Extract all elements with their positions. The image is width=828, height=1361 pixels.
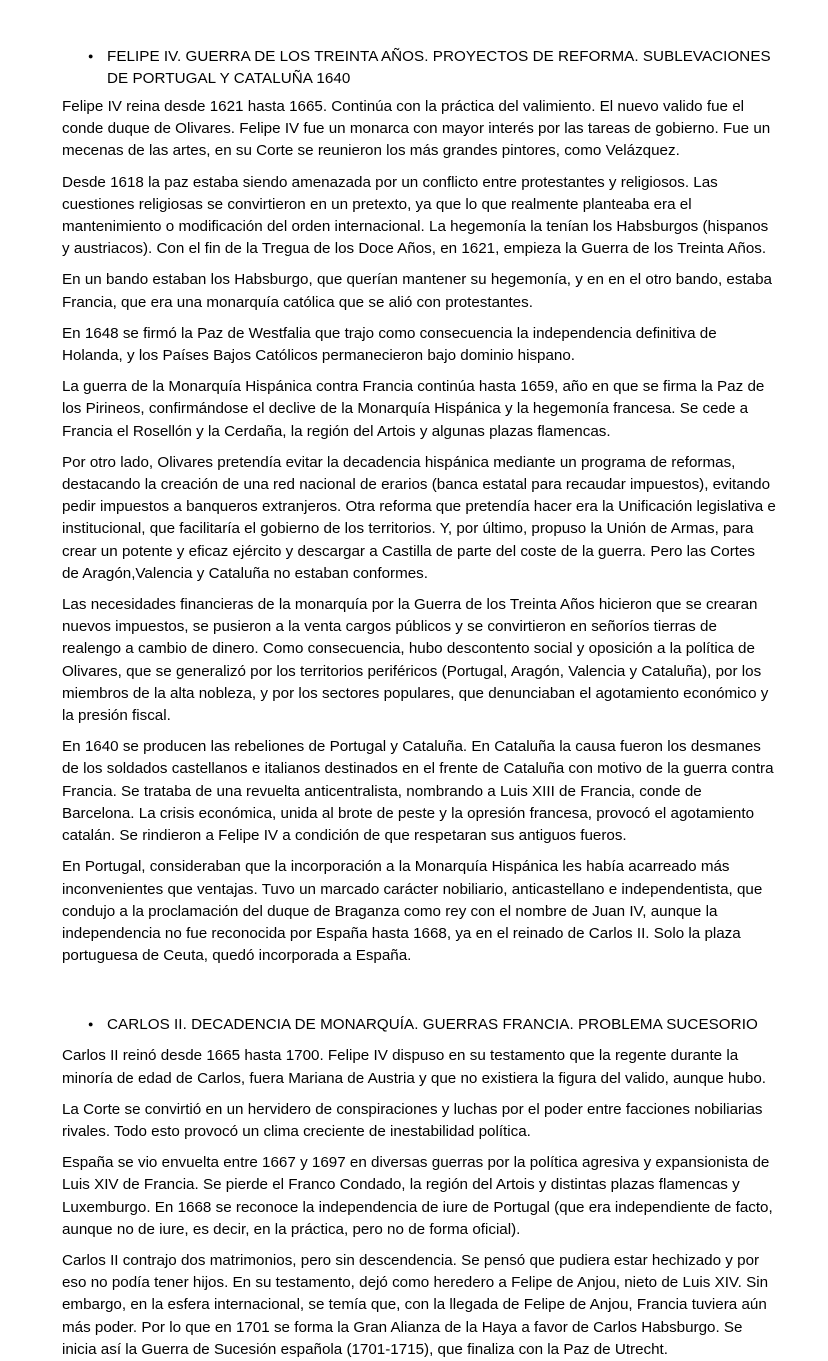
section-spacer [62,976,776,1014]
bullet-point-icon [88,46,107,69]
paragraph: Desde 1618 la paz estaba siendo amenazada por un conflicto entre protestantes y religiosos. Las cuestiones religiosas se convirtieron en un pretexto, ya que lo que realmente planteaba era el mantenimiento o modificación del orden internacional. La hegemonía la tenían los Habsburgos (hispanos y austriacos). Con el fin de la Tregua de los Doce Años, en 1621, empieza la Guerra de los Treinta Años. [62,173,769,258]
paragraph: Carlos II reinó desde 1665 hasta 1700. Felipe IV dispuso en su testamento que la regente durante la minoría de edad de Carlos, fuera Mariana de Austria y que no existiera la figura del valido, aunque hubo. [62,1047,766,1087]
paragraph: Por otro lado, Olivares pretendía evitar la decadencia hispánica mediante un programa de reformas, destacando la creación de una red nacional de erarios (banca estatal para recaudar impuestos), evitando pedir impuestos a banqueros extranjeros. Otra reforma que pretendía hacer era la Unificación legislativa e institucional, que facilitaría el gobierno de los territorios. Y, por último, propuso la Unión de Armas, para crear un potente y eficaz ejército y descargar a Castilla de parte del coste de la guerra. Pero las Cortes de Aragón,Valencia y Cataluña no estaban conformes. [62,453,776,582]
paragraph: En 1640 se producen las rebeliones de Portugal y Cataluña. En Cataluña la causa fueron los desmanes de los soldados castellanos e italianos destinados en el frente de Cataluña con motivo de la guerra contra Francia. Se trataba de una revuelta anticentralista, nombrando a Luis XIII de Francia, conde de Barcelona. La crisis económica, unida al brote de peste y la opresión francesa, provocó el agotamiento catalán. Se rindieron a Felipe IV a condición de que respetaran sus antiguos fueros. [62,738,774,845]
paragraph: En 1648 se firmó la Paz de Westfalia que trajo como consecuencia la independencia definitiva de Holanda, y los Países Bajos Católicos permanecieron bajo dominio hispano. [62,324,717,365]
paragraph: Felipe IV reina desde 1621 hasta 1665. Continúa con la práctica del valimiento. El nuevo valido fue el conde duque de Olivares. Felipe IV fue un monarca con mayor interés por las tareas de gobierno. Fue un mecenas de las artes, en su Corte se reunieron los más grandes pintores, como Velázquez. [62,98,771,160]
bullet-point-icon [88,1014,107,1037]
paragraph: En Portugal, consideraban que la incorporación a la Monarquía Hispánica les había acarreado más inconvenientes que ventajas. Tuvo un marcado carácter nobiliario, anticastellano e independentista, que condujo a la proclamación del duque de Braganza como rey con el nombre de Juan IV, aunque la independencia no fue reconocida por España hasta 1668, ya en el reinado de Carlos II. Solo la plaza portuguesa de Ceuta, quedó incorporada a España. [62,858,763,965]
section-heading-felipe-iv [62,46,776,90]
paragraph: La Corte se convirtió en un hervidero de conspiraciones y luchas por el poder entre facciones nobiliarias rivales. Todo esto provocó un clima creciente de inestabilidad política. [62,1100,763,1140]
paragraph: Carlos II contrajo dos matrimonios, pero sin descendencia. Se pensó que pudiera estar hechizado y por eso no podía tener hijos. En su testamento, dejó como heredero a Felipe de Anjou, nieto de Luis XIV. Sin embargo, en la esfera internacional, se temía que, con la llegada de Felipe de Anjou, Francia tuviera aún más poder. Por lo que en 1701 se forma la Gran Alianza de la Haya a favor de Carlos Habsburgo. Se inicia así la Guerra de Sucesión española (1701-1715), que finaliza con la Paz de Utrecht. [62,1251,769,1358]
paragraph: En un bando estaban los Habsburgo, que querían mantener su hegemonía, y en en el otro bando, estaba Francia, que era una monarquía católica que se alió con protestantes. [62,271,772,311]
document-body [62,46,776,1361]
paragraph: La guerra de la Monarquía Hispánica contra Francia continúa hasta 1659, año en que se firma la Paz de los Pirineos, confirmándose el declive de la Monarquía Hispánica y la hegemonía francesa. Se cede a Francia el Rosellón y la Cerdaña, la región del Artois y algunas plazas flamencas. [62,378,765,440]
section-heading-text: CARLOS II. DECADENCIA DE MONARQUÍA. GUERRAS FRANCIA. PROBLEMA SUCESORIO [107,1016,758,1034]
paragraph: España se vio envuelta entre 1667 y 1697 en diversas guerras por la política agresiva y expansionista de Luis XIV de Francia. Se pierde el Franco Condado, la región del Artois y distintas plazas flamencas y Luxemburgo. En 1668 se reconoce la independencia de iure de Portugal (que era independiente de facto, aunque no de iure, es decir, en la práctica, pero no de forma oficial). [62,1154,773,1238]
paragraph: Las necesidades financieras de la monarquía por la Guerra de los Treinta Años hicieron que se crearan nuevos impuestos, se pusieron a la venta cargos públicos y se convirtieron en señoríos tierras de realengo a cambio de dinero. Como consecuencia, hubo descontento social y oposición a la política de Olivares, que se generalizó por los territorios periféricos (Portugal, Aragón, Valencia y Cataluña), por los miembros de la alta nobleza, y por los sectores populares, que denunciaban el agotamiento económico y la presión fiscal. [62,596,769,725]
section-heading-text: FELIPE IV. GUERRA DE LOS TREINTA AÑOS. PROYECTOS DE REFORMA. SUBLEVACIONES DE PORTUGAL Y CATALUÑA 1640 [107,48,771,87]
section-heading-carlos-ii [62,1014,776,1037]
